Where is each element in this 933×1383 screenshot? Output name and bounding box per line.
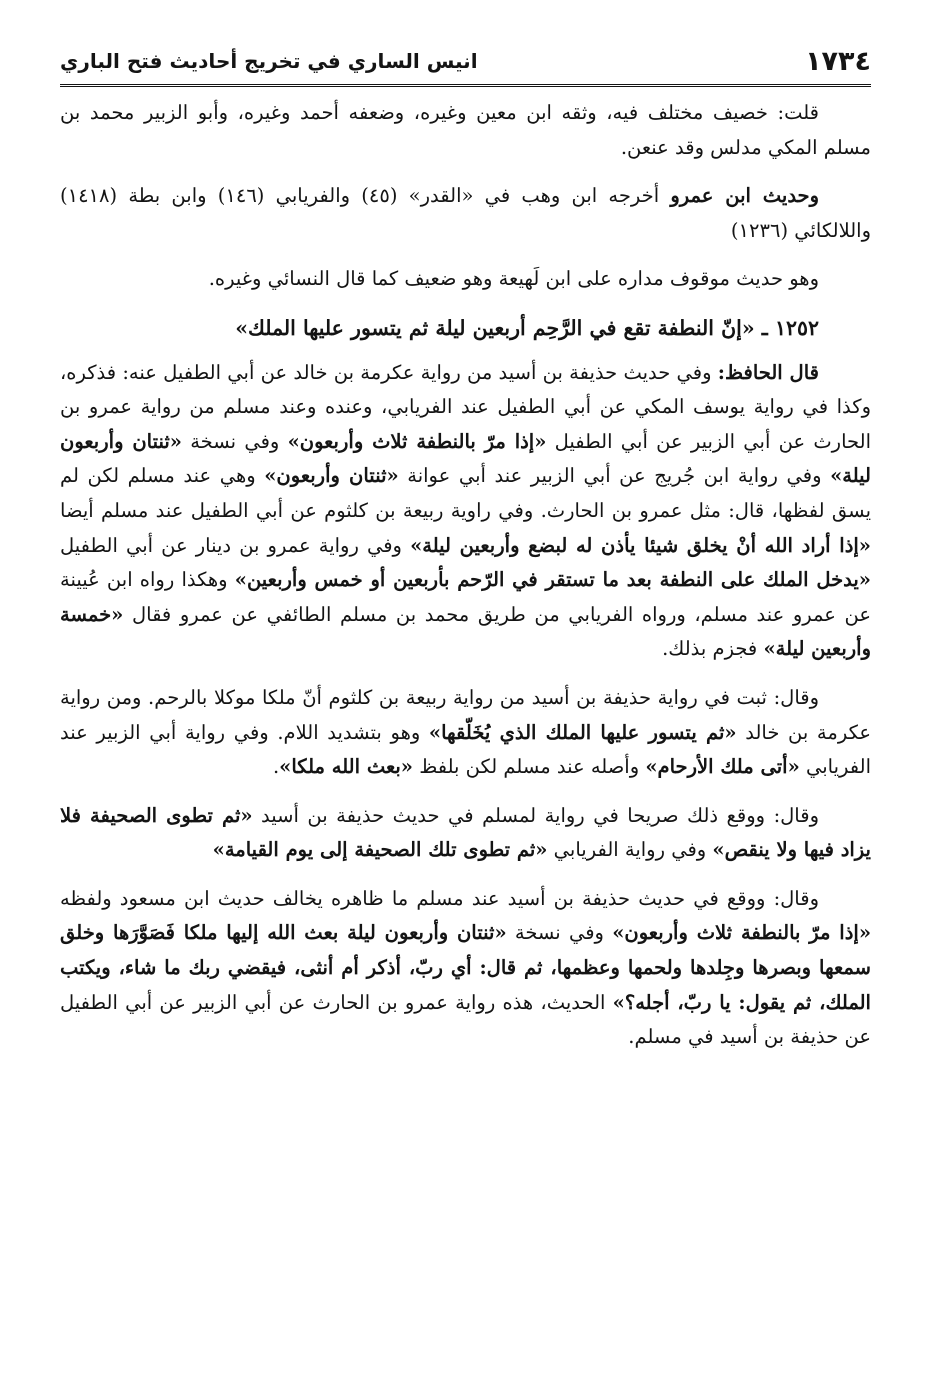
quoted-text: «ثم تطوى الصحيفة فلا يزاد فيها ولا ينقص»: [60, 803, 871, 862]
running-title: انيس الساري في تخريج أحاديث فتح الباري: [60, 49, 478, 73]
quoted-text: «إذا مرّ بالنطفة ثلاث وأربعون»: [612, 921, 872, 945]
paragraph-text: وفي رواية الفريابي: [547, 838, 713, 862]
paragraph-scroll-folded: [60, 799, 871, 868]
paragraph-text: .: [272, 755, 280, 779]
paragraph-text: وقال: ثبت في رواية حذيفة بن أسيد من رواية ربيعة بن كلثوم أنّ ملكا موكلا بالرحم. ومن رواية عكرمة بن خالد: [60, 685, 871, 744]
quoted-text: «ثنتان وأربعون ليلة»: [60, 429, 871, 488]
paragraph-text: وفي نسخة: [506, 921, 613, 945]
paragraph-text: وفي حديث حذيفة بن أسيد من رواية عكرمة بن خالد عن أبي الطفيل عنه: فذكره، وكذا في رواية يوسف المكي عن أبي الطفيل عند الفريابي، وعنده وعند مسلم من رواية عمرو بن الحارث عن أبي الزبير عن أبي الطفيل: [60, 360, 871, 453]
paragraph-text: أخرجه ابن وهب في «القدر» (٤٥) والفريابي (١٤٦) وابن بطة (١٤١٨) واللالكائي (١٢٣٦): [60, 184, 871, 242]
paragraph-text: وفي رواية ابن جُريج عن أبي الزبير عند أبي عوانة: [398, 464, 831, 488]
quoted-text: «ثنتان وأربعون»: [264, 464, 399, 488]
page-body: [60, 96, 871, 1069]
paragraph-text: وفي رواية عمرو بن دينار عن أبي الطفيل: [60, 533, 411, 557]
quoted-text: «إذا مرّ بالنطفة ثلاث وأربعون»: [287, 429, 547, 453]
paragraph-text: وأصله عند مسلم لكن بلفظ: [413, 755, 646, 779]
paragraph-mawquf: [60, 262, 871, 297]
paragraph-text: وقال: ووقع في حديث حذيفة بن أسيد عند مسلم ما ظاهره يخالف حديث ابن مسعود ولفظه: [60, 886, 819, 910]
paragraph-text: وهي عند مسلم لكن لم يسق لفظها، قال: مثل عمرو بن الحارث. وفي راوية ربيعة بن كلثوم عن أبي الطفيل عند مسلم أيضا: [60, 464, 871, 522]
paragraph-text: الحديث، هذه رواية عمرو بن الحارث عن أبي الزبير عن أبي الطفيل عن حذيفة بن أسيد في مسلم.: [60, 990, 871, 1049]
quoted-text: «خمسة وأربعين ليلة»: [60, 602, 871, 661]
paragraph-text: وفي نسخة: [181, 429, 288, 453]
paragraph-al-hafiz: [60, 356, 871, 667]
page-number: ١٧٣٤: [805, 45, 871, 77]
hadith-heading: ١٢٥٢ ـ «إنّ النطفة تقع في الرَّحِم أربعين ليلة ثم يتسور عليها الملك»: [235, 315, 819, 340]
quoted-text: «أتى ملك الأرحام»: [645, 755, 800, 779]
paragraph-ibn-masud: [60, 882, 871, 1055]
paragraph-text: قلت: خصيف مختلف فيه، وثقه ابن معين وغيره، وضعفه أحمد وغيره، وأبو الزبير محمد بن مسلم المكي مدلس وقد عنعن.: [60, 101, 871, 159]
paragraph-note-khusaif: [60, 96, 871, 165]
paragraph-text: وهو بتشديد اللام. وفي رواية أبي الزبير عند الفريابي: [60, 720, 871, 779]
paragraph-ibn-amr: [60, 179, 871, 248]
quoted-text: «بعث الله ملكا»: [279, 755, 413, 779]
paragraph-text: فجزم بذلك.: [662, 637, 764, 661]
quoted-text: «ثنتان وأربعون ليلة بعث الله إليها ملكا فَصَوَّرَها وخلق سمعها وبصرها وجِلدها ولحمها وعظمها، ثم قال: أي ربّ، أذكر أم أنثى، فيقضي ربك ما شاء، ويكتب الملك، ثم يقول: يا ربّ، أجله؟»: [60, 921, 871, 1014]
paragraph-text: وقال: ووقع ذلك صريحا في رواية لمسلم في حديث حذيفة بن أسيد: [252, 803, 819, 827]
page-header: [60, 38, 871, 87]
speaker-label: قال الحافظ:: [717, 360, 819, 384]
paragraph-angel-womb: [60, 681, 871, 785]
quoted-text: «يدخل الملك على النطفة بعد ما تستقر في الرّحم بأربعين أو خمس وأربعين»: [234, 568, 871, 592]
quoted-text: «ثم يتسور عليها الملك الذي يُخَلّقها»: [428, 720, 737, 744]
quoted-text: «إذا أراد الله أنْ يخلق شيئا يأذن له لبضع وأربعين ليلة»: [410, 533, 871, 557]
quoted-text: «ثم تطوى تلك الصحيفة إلى يوم القيامة»: [212, 838, 548, 862]
paragraph-text: وهو حديث موقوف مداره على ابن لَهيعة وهو ضعيف كما قال النسائي وغيره.: [208, 267, 819, 291]
paragraph-text: وهكذا رواه ابن عُيينة عن عمرو عند مسلم، ورواه الفريابي من طريق محمد بن مسلم الطائفي عن عمرو فقال: [60, 568, 871, 626]
hadith-source-lead: وحديث ابن عمرو: [670, 184, 820, 208]
